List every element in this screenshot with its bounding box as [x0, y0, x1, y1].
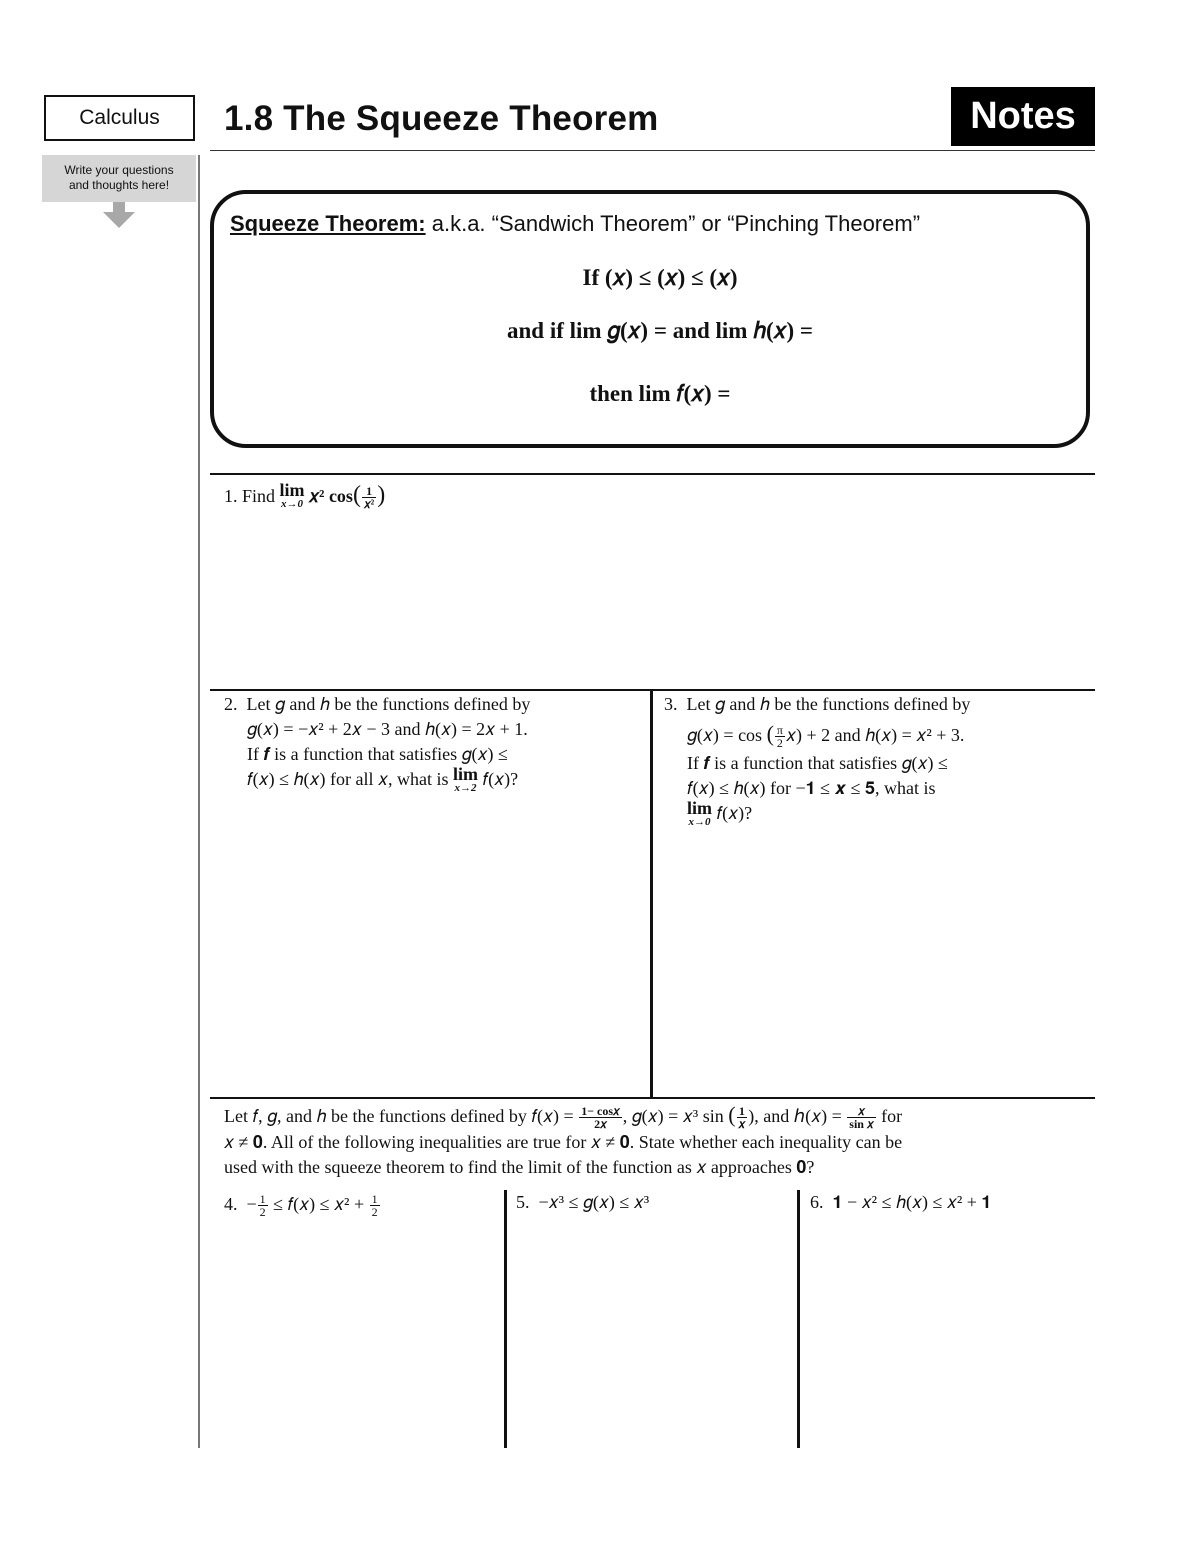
problem-5 — [516, 1190, 649, 1215]
fraction — [362, 485, 376, 510]
problem-3-number: 3. — [664, 694, 678, 714]
numerator: 1 — [371, 1192, 378, 1207]
denominator: 2𝑥 — [594, 1117, 607, 1132]
problem-6-expression: 𝟏 − 𝑥² ≤ ℎ(𝑥) ≤ 𝑥² + 𝟏 — [832, 1192, 992, 1212]
column-divider — [504, 1190, 507, 1448]
fraction — [370, 1193, 380, 1218]
numerator: 1 — [259, 1192, 266, 1207]
numerator: 1− cos𝑥 — [581, 1104, 620, 1119]
problem-3-g-post: 𝑥) + 2 and ℎ(𝑥) = 𝑥² + 3. — [785, 725, 965, 745]
numerator: 1 — [737, 1105, 748, 1118]
problem-3: 3. Let 𝑔 and ℎ be the functions defined by 𝑔(𝑥) = cos ( $\frac{\pi}{2}$ 𝑥) + 2 and ℎ(𝑥) = 𝑥² + 3. If 𝒇 is a function that satisfies 𝑔(𝑥) ≤ 𝑓(𝑥) ≤ ℎ(𝑥) for −𝟏 ≤ 𝒙 ≤ 𝟓, what is lim x→0 𝑓(𝑥)? — [664, 692, 1084, 829]
problem-4-number: 4. — [224, 1194, 238, 1214]
denominator: 2 — [259, 1205, 266, 1220]
column-divider — [650, 689, 653, 1098]
fraction — [579, 1105, 622, 1130]
problem-2-line2: 𝑔(𝑥) = −𝑥² + 2𝑥 − 3 and ℎ(𝑥) = 2𝑥 + 1. — [247, 719, 528, 739]
intro-line2: 𝑥 ≠ 𝟎. All of the following inequalities are true for 𝑥 ≠ 𝟎. State whether each inequality can be — [224, 1132, 903, 1153]
lim-text: lim — [453, 764, 479, 784]
problem-3-line3: If 𝒇 is a function that satisfies 𝑔(𝑥) ≤ — [687, 753, 948, 774]
margin-divider — [198, 155, 200, 1448]
intro-part-b: , 𝑔(𝑥) = 𝑥³ sin — [622, 1106, 724, 1126]
lim-text: lim — [687, 798, 712, 819]
problem-1: 1. Find lim x→0 𝑥² cos( $\frac{1}{\text{𝑥²}}$ ) — [224, 480, 386, 512]
problem-3-line1: Let 𝑔 and ℎ be the functions defined by — [686, 694, 971, 714]
denominator: sin 𝑥 — [849, 1117, 874, 1132]
denominator: 𝑥 — [738, 1117, 746, 1132]
denominator: 2 — [776, 736, 783, 751]
section-divider — [210, 473, 1095, 475]
denominator: 2 — [371, 1205, 378, 1220]
intro-part-d: for — [876, 1106, 903, 1126]
problem-5-number: 5. — [516, 1192, 530, 1212]
notes-badge: Notes — [951, 87, 1095, 146]
problem-4-mid: ≤ 𝑓(𝑥) ≤ 𝑥² + — [273, 1194, 365, 1214]
problem-3-line4: 𝑓(𝑥) ≤ ℎ(𝑥) for −𝟏 ≤ 𝒙 ≤ 𝟓, what is — [687, 778, 936, 799]
intro-part-a: Let 𝑓, 𝑔, and ℎ be the functions defined by 𝑓(𝑥) = — [224, 1106, 574, 1126]
theorem-then-line: then lim 𝑓(𝑥) = — [589, 381, 731, 406]
problem-6-number: 6. — [810, 1192, 824, 1212]
problem-4-pre: − — [246, 1194, 257, 1214]
problem-2-line3: If 𝒇 is a function that satisfies 𝑔(𝑥) ≤ — [247, 744, 508, 764]
fraction — [775, 724, 785, 749]
theorem-aka: a.k.a. “Sandwich Theorem” or “Pinching Theorem” — [431, 211, 921, 236]
denominator: 𝑥² — [363, 497, 375, 512]
limit-operator — [279, 480, 305, 511]
problem-2-number: 2. — [224, 694, 238, 714]
theorem-heading — [230, 211, 920, 237]
intro-part-c: ), and ℎ(𝑥) = — [748, 1106, 842, 1126]
problem-5-expression: −𝑥³ ≤ 𝑔(𝑥) ≤ 𝑥³ — [538, 1192, 650, 1212]
problem-6 — [810, 1190, 991, 1215]
lim-text: lim — [279, 480, 305, 500]
numerator: 1 — [362, 485, 376, 498]
column-divider — [797, 1190, 800, 1448]
theorem-if-line: If (𝑥) ≤ (𝑥) ≤ (𝑥) — [582, 265, 738, 290]
numerator: π — [776, 723, 783, 738]
margin-hint — [42, 155, 196, 202]
lim-subscript: x→2 — [454, 782, 477, 794]
margin-hint-line1: Write your questions — [64, 163, 174, 177]
fraction — [847, 1105, 875, 1130]
problem-3-tail: 𝑓(𝑥)? — [716, 803, 753, 824]
margin-hint-line2: and thoughts here! — [68, 178, 170, 192]
problem-1-expression: 𝑥² cos — [309, 486, 353, 506]
lim-subscript: x→0 — [281, 498, 304, 510]
problem-3-g-pre: 𝑔(𝑥) = cos — [687, 725, 763, 745]
problem-4 — [224, 1192, 381, 1218]
problem-1-prefix: 1. Find — [224, 486, 276, 506]
problem-2-line4: 𝑓(𝑥) ≤ ℎ(𝑥) for all 𝑥, what is — [247, 769, 449, 789]
problems-4-6-intro: Let 𝑓, 𝑔, and ℎ be the functions defined by 𝑓(𝑥) = $\frac{\text{1− cos𝑥}}{\text{2𝑥}}$ , 𝑔(𝑥) = 𝑥³ sin ( $\frac{1}{\text{𝑥}}$ ), and ℎ(𝑥) = $\frac{\text{𝑥}}{\text{sin 𝑥}}$ for 𝑥 ≠ 𝟎. All of the following inequalities are true for 𝑥 ≠ 𝟎. State whether each inequality can be used with the squeeze theorem to find the limit of the function as 𝑥 approaches 𝟎? — [224, 1102, 1092, 1180]
fraction — [258, 1193, 268, 1218]
arrow-down-icon — [103, 202, 135, 228]
title-divider — [210, 150, 1095, 151]
theorem-andif-line: and if lim 𝑔(𝑥) = and lim ℎ(𝑥) = — [506, 318, 813, 343]
course-label: Calculus — [44, 95, 195, 141]
theorem-label: Squeeze Theorem: — [230, 211, 426, 236]
problem-2-line1: Let 𝑔 and ℎ be the functions defined by — [246, 694, 531, 714]
limit-operator — [687, 798, 712, 829]
lim-subscript: x→0 — [688, 816, 711, 829]
numerator: 𝑥 — [847, 1105, 875, 1118]
intro-line3: used with the squeeze theorem to find the limit of the function as 𝑥 approaches 𝟎? — [224, 1157, 815, 1178]
page-title: 1.8 The Squeeze Theorem — [224, 99, 659, 138]
section-divider — [210, 1097, 1095, 1099]
problem-2 — [224, 692, 634, 795]
limit-operator — [453, 764, 479, 795]
fraction — [737, 1105, 748, 1130]
problem-2-tail: 𝑓(𝑥)? — [482, 769, 519, 789]
